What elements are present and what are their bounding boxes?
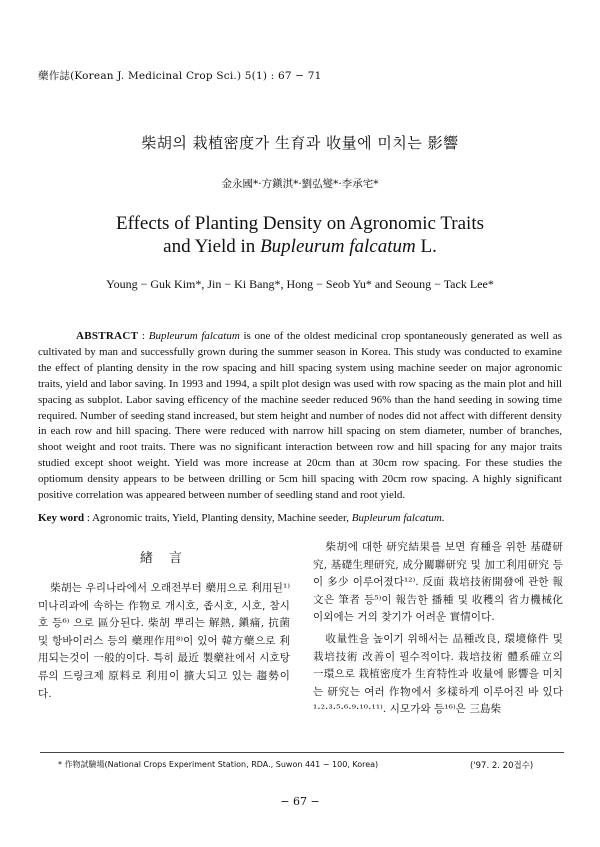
english-title-line1: Effects of Planting Density on Agronomic Traits — [115, 213, 485, 234]
received-date: ('97. 2. 20접수) — [470, 761, 534, 771]
abstract-heading: ABSTRACT — [76, 330, 139, 342]
abstract-text: is one of the oldest medicinal crop spontaneously generated as well as cultivated by man and successfully grown during the summer season in Korea. This study was conducted to examine the effect of planting density in the row spacing and hill spacing system using machine seeder on major agronomic traits, yield and labor saving. In 1993 and 1994, a spilt plot design was used with row spacing as the main plot and hill spacing as subplot. Labor saving efficency of the machine seeder reduced 96% than the hand seeding in sowing time required. Number of seeding stand increased, but stem height and number of nodes did not affect with different density in each row and hill spacing. There were reduced with narrow hill spacing on stem diameter, number of branches, shoot weight and root traits. There was no significant interaction between row and hill spacing for any major traits studied except shoot weight. Yield was more increase at 20cm than at 30cm row spacing. For these studies the optiomum density appears to be between drilling or 5cm hill spacing with 20cm row spacing. A highly significant positive correlation was appeared between number of seedling stand and root yield. — [38, 330, 562, 502]
affiliation-footnote: * 作物試驗場(National Crops Experiment Station, RDA., Suwon 441 − 100, Korea) — [58, 760, 379, 769]
intro-paragraph-1-text: 柴胡는 우리나라에서 오래전부터 藥用으로 利用된¹⁾ 미나리과에 속하는 作物로 개시호, 좁시호, 시호, 참시호 등⁶⁾ 으로 區分된다. 柴胡 뿌리는 解熱, 鎭痛, 抗菌 및 항바이러스 등의 藥理作用⁸⁾이 있어 韓方藥으로 利用되는것이 一般的이다. 특히 最近 製藥社에서 시호탕류의 드링크제 原料로 利用이 擴大되고 있는 趨勢이다. — [38, 582, 290, 700]
english-authors: Young − Guk Kim*, Jin − Ki Bang*, Hong − Seob Yu* and Seoung − Tack Lee* — [106, 277, 494, 291]
section-title-introduction: 緖 言 — [139, 551, 189, 566]
keyword-separator: : — [84, 512, 93, 524]
english-title-line2 — [0, 235, 600, 258]
intro-paragraph-3-text: 收量性을 높이기 위해서는 品種改良, 環境條件 및 栽培技術 改善이 필수적이다. 栽培技術 體系確立의 一環으로 栽植密度가 生育特性과 收量에 影響을 미치는 研究는 여러 作物에서 多樣하게 이루어진 바 있다¹·²·³·⁵·⁶·⁹·¹⁰·¹¹⁾. 시모가와 등¹⁶⁾은 三島柴 — [313, 632, 563, 716]
english-title-line2-pre: and Yield in — [163, 236, 261, 257]
intro-paragraph-3 — [313, 631, 563, 719]
journal-citation: 藥作誌(Korean J. Medicinal Crop Sci.) 5(1) : 67 − 71 — [38, 70, 322, 82]
keywords — [38, 512, 562, 524]
korean-authors: 金永國*·方鎭淇*·劉弘燮*·李承宅* — [221, 178, 379, 190]
page-number: − 67 − — [280, 795, 320, 808]
korean-title: 柴胡의 栽植密度가 生育과 收量에 미치는 影響 — [141, 134, 459, 152]
abstract-species: Bupleurum falcatum — [148, 330, 240, 342]
abstract-separator: : — [138, 330, 149, 342]
english-title — [0, 212, 600, 258]
right-column — [313, 539, 563, 719]
keyword-heading: Key word — [38, 512, 85, 524]
keyword-text: Agronomic traits, Yield, Planting density, Machine seeder, — [92, 512, 352, 524]
english-title-line2-post: L. — [415, 236, 437, 257]
left-column — [38, 580, 290, 703]
footnote-divider — [40, 752, 564, 753]
intro-paragraph-2 — [313, 539, 563, 627]
intro-paragraph-2-text: 柴胡에 대한 研究結果를 보면 育種을 위한 基礎研究, 基礎生理研究, 成分關聯研究 및 加工利用研究 등이 多少 이루어졌다¹²⁾. 反面 栽培技術開發에 관한 報文은 筆者 등⁵⁾이 報告한 播種 및 收穫의 省力機械化 이외에는 거의 찾기가 어려운 實情이다. — [313, 541, 563, 624]
keyword-species: Bupleurum falcatum. — [351, 512, 445, 524]
english-title-species: Bupleurum falcatum — [260, 236, 416, 257]
abstract — [38, 329, 562, 504]
intro-paragraph-1 — [38, 580, 290, 703]
